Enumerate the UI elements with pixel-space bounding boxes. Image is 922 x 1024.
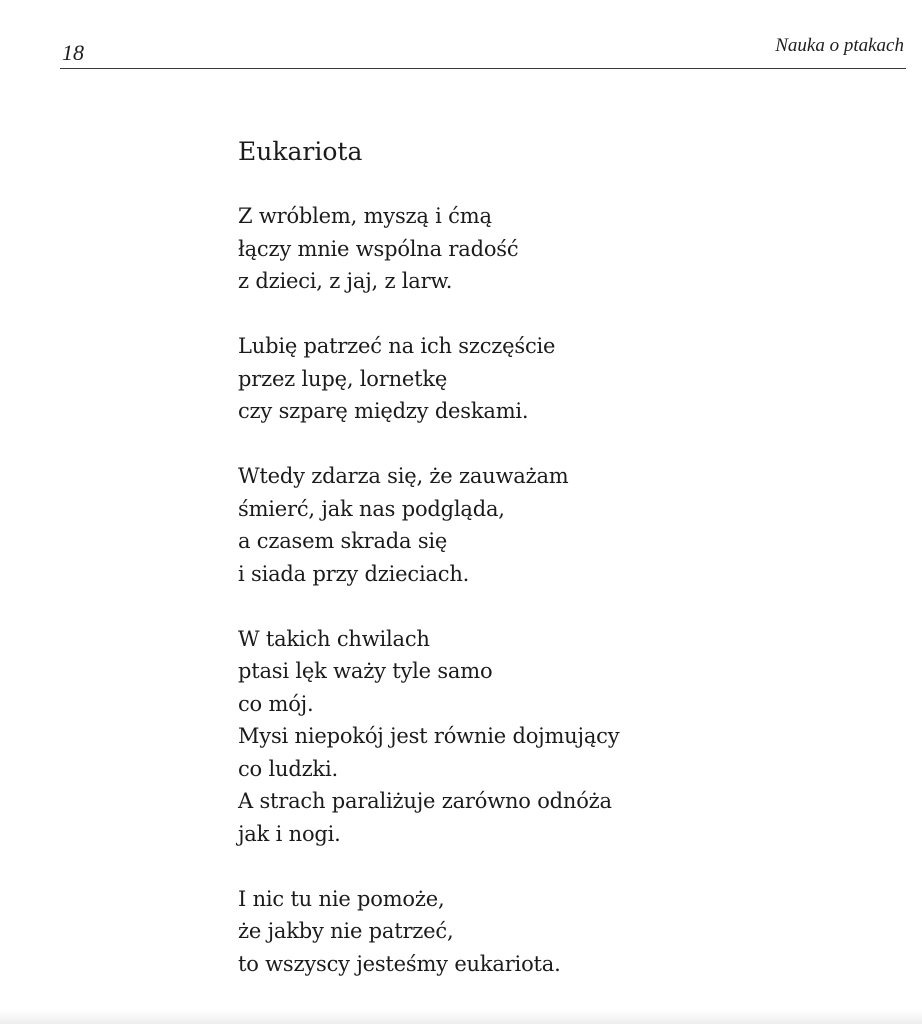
running-header [60, 32, 906, 69]
verse-line: Wtedy zdarza się, że zauważam [238, 464, 569, 488]
verse-line: co mój. [238, 691, 314, 716]
page-bottom-shadow [0, 1010, 922, 1024]
poem [238, 134, 858, 980]
stanza-3 [238, 460, 858, 590]
stanza-4 [238, 623, 858, 851]
verse-line: co ludzki. [238, 756, 338, 781]
stanza-1 [238, 200, 858, 298]
verse-line: jak i nogi. [238, 821, 341, 846]
verse-line: ptasi lęk waży tyle samo [238, 659, 493, 683]
verse-line: Lubię patrzeć na ich szczęście [238, 334, 556, 358]
verse-line: przez lupę, lornetkę [238, 366, 448, 391]
verse-line: że jakby nie patrzeć, [238, 919, 454, 943]
poem-title: Eukariota [238, 137, 363, 166]
verse-line: to wszyscy jesteśmy eukariota. [238, 951, 561, 976]
verse-line: Mysi niepokój jest równie dojmujący [238, 724, 620, 748]
verse-line: Z wróblem, myszą i ćmą [238, 204, 492, 228]
verse-line: czy szparę między deskami. [238, 399, 529, 423]
verse-line: I nic tu nie pomoże, [238, 886, 445, 911]
verse-line: śmierć, jak nas podgląda, [238, 496, 505, 521]
verse-line: A strach paraliżuje zarówno odnóża [238, 789, 612, 813]
verse-line: łączy mnie wspólna radość [238, 236, 519, 261]
stanza-2 [238, 330, 858, 428]
page-number: 18 [62, 40, 84, 65]
verse-line: W takich chwilach [238, 626, 430, 651]
verse-line: i siada przy dzieciach. [238, 561, 470, 586]
verse-line: z dzieci, z jaj, z larw. [238, 269, 453, 293]
verse-line: a czasem skrada się [238, 529, 448, 553]
book-title: Nauka o ptakach [775, 35, 904, 56]
stanza-5 [238, 883, 858, 981]
